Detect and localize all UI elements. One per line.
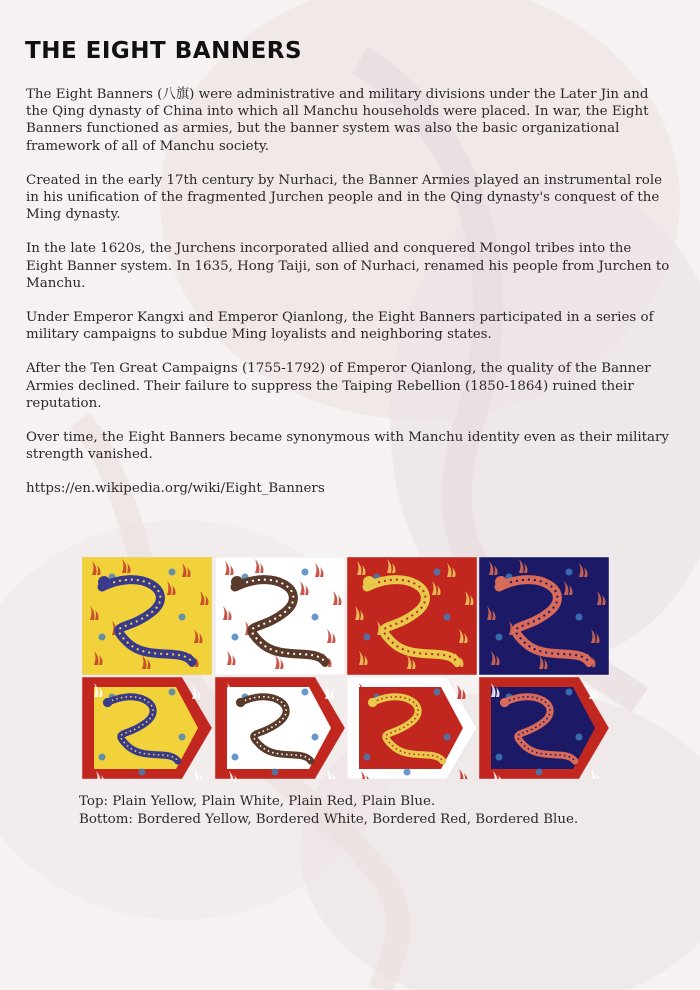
paragraph: In the late 1620s, the Jurchens incorporated allied and conquered Mongol tribes into the Eight Banner system. In 1635, Hong Taiji, son of Nurhaci, renamed his people from Jurchen to Manchu. [26,241,670,291]
page-title: THE EIGHT BANNERS [25,38,303,64]
flag-bordered-red [347,677,477,779]
banner-flags-grid [82,557,612,781]
paragraph: Created in the early 17th century by Nurhaci, the Banner Armies played an instrumental role in his unification of the fragmented Jurchen people and in the Qing dynasty's conquest of the Ming dynasty. [26,172,663,223]
flags-caption [79,793,639,828]
source-link[interactable]: https://en.wikipedia.org/wiki/Eight_Banners [26,481,325,497]
paragraph: Over time, the Eight Banners became synonymous with Manchu identity even as their military strength vanished. [26,430,669,463]
article-body [26,86,671,497]
paragraph: Under Emperor Kangxi and Emperor Qianlong, the Eight Banners participated in a series of military campaigns to subdue Ming loyalists and neighboring states. [26,310,654,343]
flag-bordered-yellow [82,677,212,779]
flag-bordered-white [215,677,345,779]
flag-plain-yellow [82,557,212,675]
paragraph: After the Ten Great Campaigns (1755-1792) of Emperor Qianlong, the quality of the Banner Armies declined. Their failure to suppress the Taiping Rebellion (1850-1864) ruined their reputation. [26,361,651,411]
caption-bottom-line: Bottom: Bordered Yellow, Bordered White, Bordered Red, Bordered Blue. [79,811,579,827]
flag-plain-red [347,557,477,675]
caption-top-line: Top: Plain Yellow, Plain White, Plain Red, Plain Blue. [79,794,436,809]
paragraph: The Eight Banners (八旗) were administrative and military divisions under the Later Jin and the Qing dynasty of China into which all Manchu households were placed. In war, the Eight Banners functioned as armies, but the banner system was also the basic organizational framework of all of Manchu society. [26,87,649,154]
flag-plain-white [215,557,345,675]
flag-bordered-blue [479,677,609,779]
flag-plain-blue [479,557,609,675]
